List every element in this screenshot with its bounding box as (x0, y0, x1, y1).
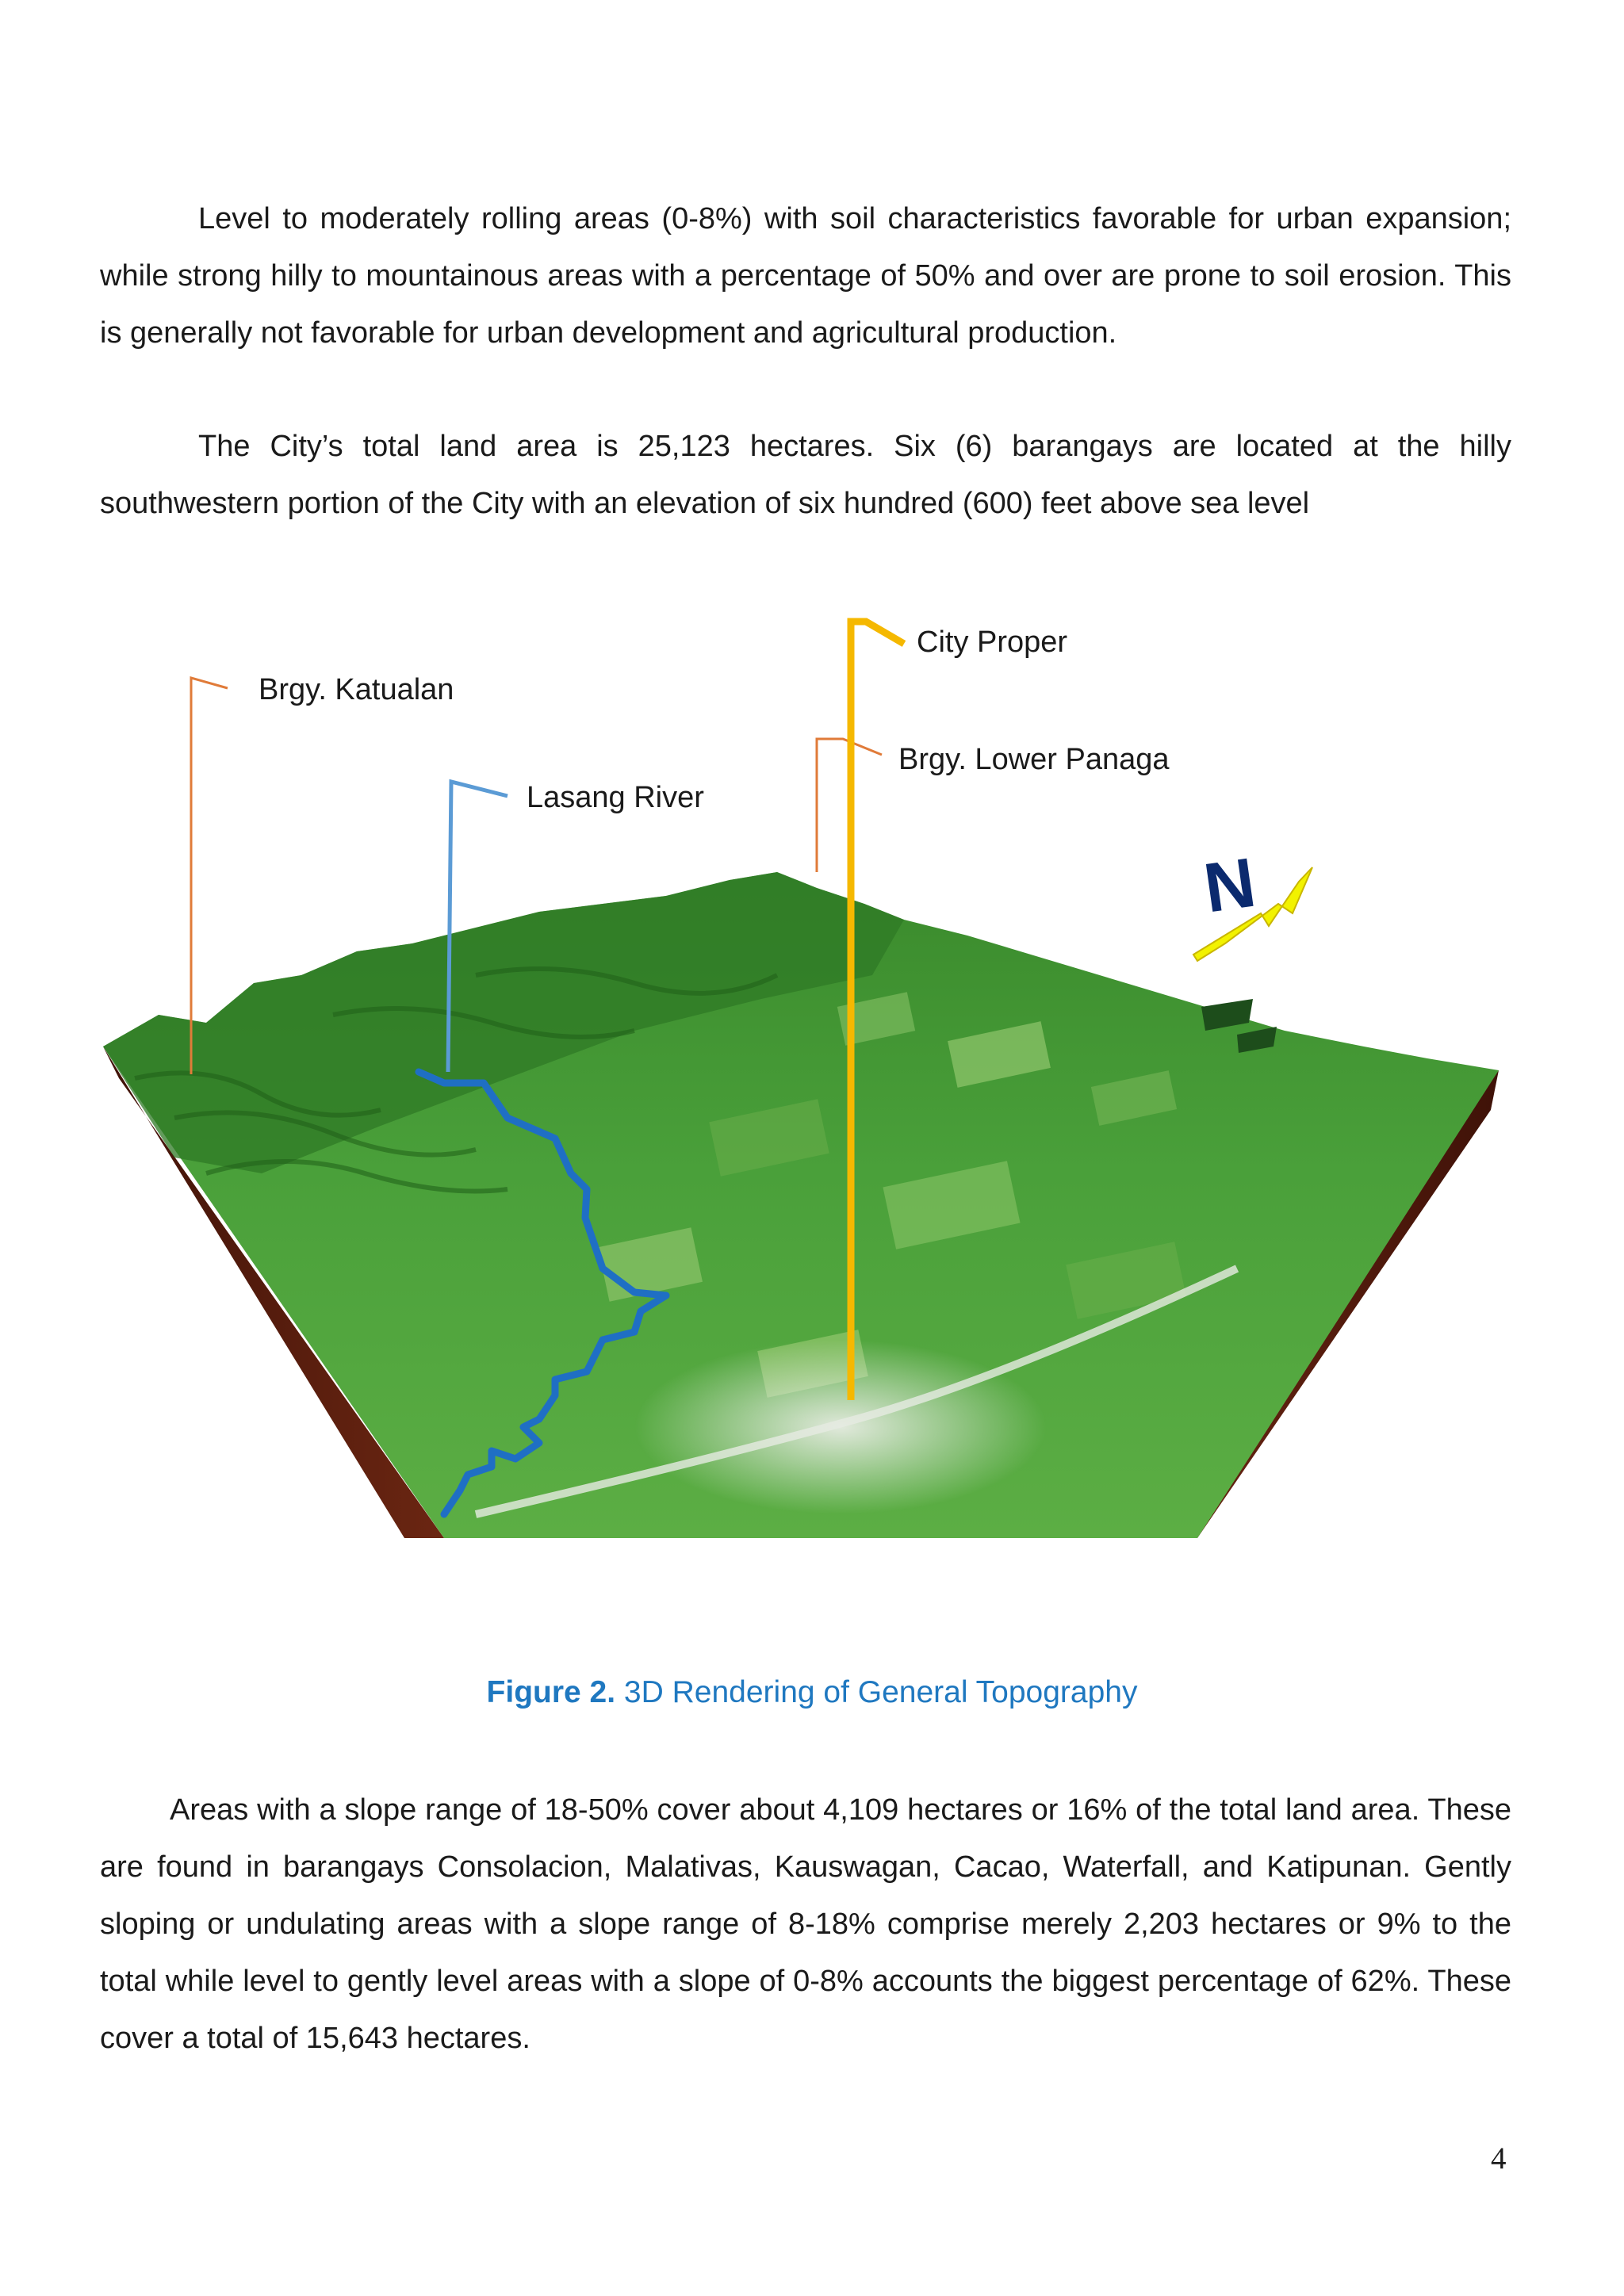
callout-brgy-katualan: Brgy. Katualan (259, 673, 454, 706)
page-number: 4 (1491, 2141, 1507, 2175)
callout-city-proper: City Proper (917, 626, 1068, 659)
paragraph-land-area (100, 418, 1511, 532)
callout-brgy-lower-panaga: Brgy. Lower Panaga (898, 743, 1170, 776)
topography-3d-rendering (0, 603, 1624, 1554)
north-letter: N (1199, 842, 1261, 928)
paragraph-text: Areas with a slope range of 18-50% cover about 4,109 hectares or 16% of the total land area. These are found in barangays Consolacion, Malativas, Kauswagan, Cacao, Waterfall, and Katipunan. Gently sloping or undulating areas with a slope range of 8-18% comprise merely 2,203 hectares or 9% to the total while level to gently level areas with a slope of 0-8% accounts the biggest percentage of 62%. These cover a total of 15,643 hectares. (100, 1793, 1511, 2055)
callout-lasang-river: Lasang River (527, 781, 704, 814)
paragraph-slope-ranges (100, 1781, 1511, 2067)
paragraph-slope-intro (100, 190, 1511, 362)
paragraph-text: The City’s total land area is 25,123 hectares. Six (6) barangays are located at the hilly southwestern portion of the City with an elevation of six hundred (600) feet above sea level (100, 430, 1511, 520)
figure-caption-text: 3D Rendering of General Topography (623, 1675, 1138, 1709)
paragraph-text: Level to moderately rolling areas (0-8%) with soil characteristics favorable for urban expansion; while strong hilly to mountainous areas with a percentage of 50% and over are prone to soil erosion. This is generally not favorable for urban development and agricultural production. (100, 202, 1511, 350)
topography-figure (0, 603, 1624, 1554)
figure-caption-label: Figure 2. (486, 1675, 616, 1709)
figure-caption (0, 1675, 1624, 1710)
